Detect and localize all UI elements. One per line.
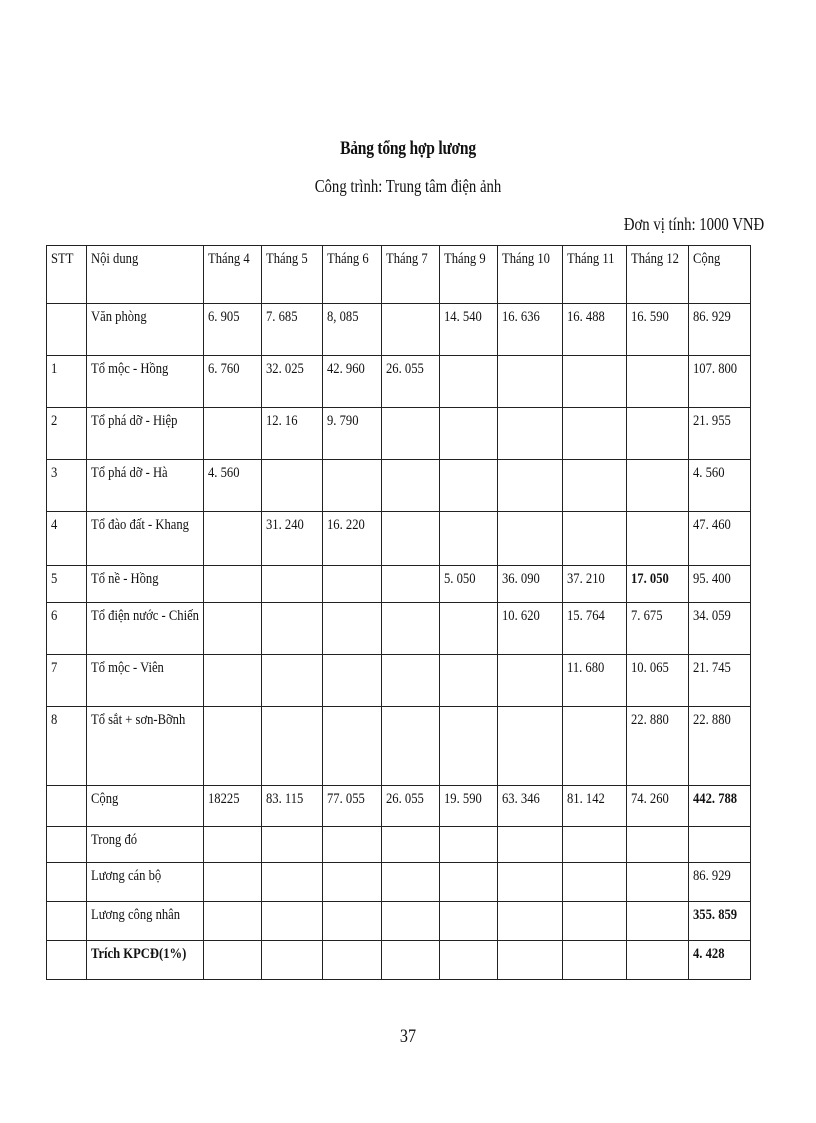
cell-month-9 bbox=[440, 566, 498, 603]
cell-month-6 bbox=[323, 655, 382, 707]
cell-month-7 bbox=[382, 786, 440, 827]
cell-month-10 bbox=[498, 512, 563, 566]
cell-stt bbox=[47, 827, 87, 863]
cell-stt bbox=[47, 941, 87, 980]
header-label: Tháng 10 bbox=[502, 251, 550, 267]
cell-month-12 bbox=[627, 827, 689, 863]
cell-month-4 bbox=[204, 356, 262, 408]
cell-text: 4 bbox=[51, 517, 58, 533]
cell-total bbox=[689, 512, 751, 566]
table-row bbox=[47, 786, 751, 827]
cell-month-10 bbox=[498, 408, 563, 460]
cell-text: 9. 790 bbox=[327, 413, 359, 429]
cell-month-10 bbox=[498, 941, 563, 980]
cell-text: 42. 960 bbox=[327, 361, 365, 377]
cell-text: 17. 050 bbox=[631, 571, 669, 587]
table-row bbox=[47, 603, 751, 655]
cell-text: Tổ điện nước - Chiến bbox=[91, 608, 199, 624]
cell-text: 10. 065 bbox=[631, 660, 669, 676]
cell-stt bbox=[47, 707, 87, 786]
table-row bbox=[47, 566, 751, 603]
cell-month-5 bbox=[262, 408, 323, 460]
cell-month-7 bbox=[382, 827, 440, 863]
table-row bbox=[47, 655, 751, 707]
cell-text: Tổ sắt + sơn-Bỡnh bbox=[91, 712, 186, 728]
cell-month-6 bbox=[323, 356, 382, 408]
header-label: Tháng 9 bbox=[444, 251, 486, 267]
cell-content bbox=[87, 941, 204, 980]
cell-month-10 bbox=[498, 603, 563, 655]
cell-month-7 bbox=[382, 707, 440, 786]
cell-content bbox=[87, 902, 204, 941]
cell-month-4 bbox=[204, 707, 262, 786]
cell-month-5 bbox=[262, 655, 323, 707]
header-label: Tháng 4 bbox=[208, 251, 250, 267]
cell-total bbox=[689, 707, 751, 786]
cell-month-10 bbox=[498, 827, 563, 863]
cell-text: Trích KPCĐ(1%) bbox=[91, 946, 187, 962]
cell-month-9 bbox=[440, 655, 498, 707]
cell-text: 7. 685 bbox=[266, 309, 298, 325]
cell-text: 15. 764 bbox=[567, 608, 605, 624]
cell-month-11 bbox=[563, 655, 627, 707]
cell-month-12 bbox=[627, 655, 689, 707]
cell-month-9 bbox=[440, 863, 498, 902]
cell-text: 32. 025 bbox=[266, 361, 304, 377]
cell-text: 21. 745 bbox=[693, 660, 731, 676]
cell-text: Tổ phá dỡ - Hà bbox=[91, 465, 168, 481]
cell-month-5 bbox=[262, 827, 323, 863]
cell-month-11 bbox=[563, 512, 627, 566]
salary-summary-table bbox=[46, 245, 751, 980]
cell-text: 77. 055 bbox=[327, 791, 365, 807]
cell-text: 31. 240 bbox=[266, 517, 304, 533]
cell-total bbox=[689, 356, 751, 408]
cell-text: 34. 059 bbox=[693, 608, 731, 624]
cell-text: Tổ nề - Hồng bbox=[91, 571, 159, 587]
cell-stt bbox=[47, 863, 87, 902]
table-header-row bbox=[47, 246, 751, 304]
cell-month-7 bbox=[382, 460, 440, 512]
cell-stt bbox=[47, 512, 87, 566]
cell-text: 14. 540 bbox=[444, 309, 482, 325]
unit-label: Đơn vị tính: 1000 VNĐ bbox=[623, 214, 764, 234]
cell-text: 4. 428 bbox=[693, 946, 725, 962]
cell-month-11 bbox=[563, 603, 627, 655]
cell-text: 83. 115 bbox=[266, 791, 304, 807]
cell-text: Trong đó bbox=[91, 832, 138, 848]
cell-content bbox=[87, 827, 204, 863]
cell-text: 18225 bbox=[208, 791, 240, 807]
cell-text: 16. 220 bbox=[327, 517, 365, 533]
cell-month-9 bbox=[440, 408, 498, 460]
cell-month-6 bbox=[323, 707, 382, 786]
cell-stt bbox=[47, 655, 87, 707]
cell-month-7 bbox=[382, 902, 440, 941]
cell-text: 26. 055 bbox=[386, 791, 424, 807]
cell-content bbox=[87, 707, 204, 786]
cell-month-4 bbox=[204, 941, 262, 980]
cell-month-10 bbox=[498, 786, 563, 827]
cell-month-5 bbox=[262, 512, 323, 566]
cell-total bbox=[689, 863, 751, 902]
header-month-7 bbox=[382, 246, 440, 304]
cell-stt bbox=[47, 460, 87, 512]
header-month-9 bbox=[440, 246, 498, 304]
cell-text: 7 bbox=[51, 660, 58, 676]
cell-content bbox=[87, 512, 204, 566]
cell-total bbox=[689, 941, 751, 980]
header-total bbox=[689, 246, 751, 304]
cell-text: 16. 636 bbox=[502, 309, 540, 325]
cell-total bbox=[689, 460, 751, 512]
cell-month-9 bbox=[440, 902, 498, 941]
cell-month-4 bbox=[204, 863, 262, 902]
cell-month-6 bbox=[323, 512, 382, 566]
cell-month-12 bbox=[627, 512, 689, 566]
cell-month-10 bbox=[498, 902, 563, 941]
cell-text: 36. 090 bbox=[502, 571, 540, 587]
cell-month-5 bbox=[262, 356, 323, 408]
cell-stt bbox=[47, 566, 87, 603]
cell-month-5 bbox=[262, 902, 323, 941]
cell-month-11 bbox=[563, 902, 627, 941]
cell-month-4 bbox=[204, 786, 262, 827]
cell-month-10 bbox=[498, 356, 563, 408]
cell-month-5 bbox=[262, 566, 323, 603]
cell-month-10 bbox=[498, 655, 563, 707]
cell-text: 8, 085 bbox=[327, 309, 359, 325]
cell-month-4 bbox=[204, 566, 262, 603]
cell-text: 107. 800 bbox=[693, 361, 738, 377]
cell-month-4 bbox=[204, 827, 262, 863]
cell-month-11 bbox=[563, 786, 627, 827]
cell-month-6 bbox=[323, 902, 382, 941]
cell-text: 5 bbox=[51, 571, 58, 587]
cell-month-9 bbox=[440, 941, 498, 980]
cell-month-9 bbox=[440, 827, 498, 863]
cell-month-12 bbox=[627, 603, 689, 655]
cell-text: 4. 560 bbox=[693, 465, 725, 481]
cell-total bbox=[689, 304, 751, 356]
cell-month-4 bbox=[204, 512, 262, 566]
header-month-5 bbox=[262, 246, 323, 304]
cell-month-12 bbox=[627, 408, 689, 460]
cell-month-12 bbox=[627, 786, 689, 827]
cell-month-4 bbox=[204, 408, 262, 460]
table-row bbox=[47, 827, 751, 863]
header-label: Tháng 12 bbox=[631, 251, 679, 267]
cell-month-9 bbox=[440, 603, 498, 655]
cell-month-5 bbox=[262, 786, 323, 827]
cell-text: 81. 142 bbox=[567, 791, 605, 807]
table-row bbox=[47, 902, 751, 941]
page-number: 37 bbox=[399, 1026, 417, 1047]
cell-total bbox=[689, 655, 751, 707]
cell-text: 47. 460 bbox=[693, 517, 731, 533]
cell-month-10 bbox=[498, 304, 563, 356]
cell-total bbox=[689, 786, 751, 827]
cell-total bbox=[689, 902, 751, 941]
cell-text: 86. 929 bbox=[693, 868, 731, 884]
cell-month-9 bbox=[440, 707, 498, 786]
cell-text: Tổ mộc - Hồng bbox=[91, 361, 169, 377]
cell-month-7 bbox=[382, 512, 440, 566]
cell-text: 37. 210 bbox=[567, 571, 605, 587]
cell-text: 442. 788 bbox=[693, 791, 738, 807]
cell-text: 4. 560 bbox=[208, 465, 240, 481]
cell-month-5 bbox=[262, 707, 323, 786]
cell-text: 11. 680 bbox=[567, 660, 605, 676]
table-row bbox=[47, 304, 751, 356]
cell-text: 22. 880 bbox=[693, 712, 731, 728]
cell-month-11 bbox=[563, 460, 627, 512]
table-row bbox=[47, 512, 751, 566]
cell-month-12 bbox=[627, 566, 689, 603]
cell-stt bbox=[47, 408, 87, 460]
header-content bbox=[87, 246, 204, 304]
cell-month-7 bbox=[382, 408, 440, 460]
header-month-10 bbox=[498, 246, 563, 304]
cell-month-6 bbox=[323, 827, 382, 863]
cell-text: 6. 905 bbox=[208, 309, 240, 325]
cell-text: 3 bbox=[51, 465, 58, 481]
cell-month-12 bbox=[627, 356, 689, 408]
cell-month-6 bbox=[323, 408, 382, 460]
table-row bbox=[47, 356, 751, 408]
cell-month-12 bbox=[627, 941, 689, 980]
cell-month-9 bbox=[440, 786, 498, 827]
cell-total bbox=[689, 827, 751, 863]
cell-month-5 bbox=[262, 603, 323, 655]
cell-month-10 bbox=[498, 707, 563, 786]
cell-month-7 bbox=[382, 863, 440, 902]
cell-month-4 bbox=[204, 304, 262, 356]
cell-text: 21. 955 bbox=[693, 413, 731, 429]
cell-month-6 bbox=[323, 460, 382, 512]
cell-text: Tổ phá dỡ - Hiệp bbox=[91, 413, 178, 429]
cell-total bbox=[689, 408, 751, 460]
cell-text: 16. 590 bbox=[631, 309, 669, 325]
cell-text: 16. 488 bbox=[567, 309, 605, 325]
cell-text: Văn phòng bbox=[91, 309, 147, 325]
document-title: Bảng tổng hợp lương bbox=[340, 138, 476, 159]
header-label: Nội dung bbox=[91, 251, 139, 267]
cell-month-7 bbox=[382, 356, 440, 408]
cell-text: 6 bbox=[51, 608, 58, 624]
cell-text: 10. 620 bbox=[502, 608, 540, 624]
cell-stt bbox=[47, 786, 87, 827]
document-subtitle: Công trình: Trung tâm điện ảnh bbox=[314, 176, 502, 196]
cell-month-7 bbox=[382, 655, 440, 707]
cell-month-6 bbox=[323, 304, 382, 356]
header-month-12 bbox=[627, 246, 689, 304]
cell-content bbox=[87, 304, 204, 356]
cell-text: Tổ đào đất - Khang bbox=[91, 517, 189, 533]
cell-month-11 bbox=[563, 304, 627, 356]
cell-month-9 bbox=[440, 304, 498, 356]
cell-text: Cộng bbox=[91, 791, 119, 807]
table-row bbox=[47, 941, 751, 980]
cell-month-5 bbox=[262, 863, 323, 902]
cell-text: 1 bbox=[51, 361, 58, 377]
cell-stt bbox=[47, 304, 87, 356]
cell-month-11 bbox=[563, 707, 627, 786]
cell-total bbox=[689, 603, 751, 655]
cell-text: 12. 16 bbox=[266, 413, 298, 429]
cell-month-5 bbox=[262, 941, 323, 980]
cell-text: 7. 675 bbox=[631, 608, 663, 624]
cell-month-12 bbox=[627, 902, 689, 941]
cell-text: 2 bbox=[51, 413, 58, 429]
cell-month-7 bbox=[382, 304, 440, 356]
table-row bbox=[47, 863, 751, 902]
cell-text: 95. 400 bbox=[693, 571, 731, 587]
cell-text: 6. 760 bbox=[208, 361, 240, 377]
header-label: Tháng 5 bbox=[266, 251, 308, 267]
cell-text: 63. 346 bbox=[502, 791, 540, 807]
cell-month-10 bbox=[498, 863, 563, 902]
header-label: STT bbox=[51, 251, 74, 267]
cell-month-4 bbox=[204, 655, 262, 707]
cell-month-11 bbox=[563, 408, 627, 460]
cell-month-4 bbox=[204, 460, 262, 512]
cell-month-6 bbox=[323, 786, 382, 827]
cell-content bbox=[87, 356, 204, 408]
cell-month-4 bbox=[204, 902, 262, 941]
cell-content bbox=[87, 786, 204, 827]
cell-text: 74. 260 bbox=[631, 791, 669, 807]
cell-month-11 bbox=[563, 941, 627, 980]
cell-month-11 bbox=[563, 863, 627, 902]
cell-month-6 bbox=[323, 941, 382, 980]
header-month-4 bbox=[204, 246, 262, 304]
cell-stt bbox=[47, 356, 87, 408]
cell-month-7 bbox=[382, 603, 440, 655]
cell-month-7 bbox=[382, 566, 440, 603]
cell-stt bbox=[47, 902, 87, 941]
cell-text: 8 bbox=[51, 712, 58, 728]
cell-text: 26. 055 bbox=[386, 361, 424, 377]
cell-content bbox=[87, 603, 204, 655]
table-row bbox=[47, 707, 751, 786]
header-label: Tháng 11 bbox=[567, 251, 615, 267]
cell-text: Lương cán bộ bbox=[91, 868, 162, 884]
header-stt bbox=[47, 246, 87, 304]
cell-month-12 bbox=[627, 707, 689, 786]
cell-text: 19. 590 bbox=[444, 791, 482, 807]
cell-month-11 bbox=[563, 566, 627, 603]
cell-content bbox=[87, 655, 204, 707]
cell-month-6 bbox=[323, 603, 382, 655]
cell-month-9 bbox=[440, 460, 498, 512]
cell-text: 86. 929 bbox=[693, 309, 731, 325]
cell-month-9 bbox=[440, 356, 498, 408]
cell-text: 355. 859 bbox=[693, 907, 738, 923]
cell-month-4 bbox=[204, 603, 262, 655]
cell-month-6 bbox=[323, 566, 382, 603]
cell-text: Tổ mộc - Viên bbox=[91, 660, 164, 676]
cell-content bbox=[87, 863, 204, 902]
cell-month-6 bbox=[323, 863, 382, 902]
header-label: Tháng 7 bbox=[386, 251, 428, 267]
header-month-6 bbox=[323, 246, 382, 304]
table-row bbox=[47, 460, 751, 512]
table-row bbox=[47, 408, 751, 460]
cell-month-11 bbox=[563, 356, 627, 408]
header-label: Cộng bbox=[693, 251, 721, 267]
cell-content bbox=[87, 408, 204, 460]
cell-text: 5. 050 bbox=[444, 571, 476, 587]
cell-month-5 bbox=[262, 460, 323, 512]
cell-stt bbox=[47, 603, 87, 655]
cell-month-10 bbox=[498, 460, 563, 512]
cell-month-12 bbox=[627, 863, 689, 902]
cell-month-12 bbox=[627, 460, 689, 512]
cell-content bbox=[87, 460, 204, 512]
cell-month-5 bbox=[262, 304, 323, 356]
header-month-11 bbox=[563, 246, 627, 304]
cell-total bbox=[689, 566, 751, 603]
cell-content bbox=[87, 566, 204, 603]
cell-month-7 bbox=[382, 941, 440, 980]
header-label: Tháng 6 bbox=[327, 251, 369, 267]
cell-text: Lương công nhân bbox=[91, 907, 181, 923]
cell-month-9 bbox=[440, 512, 498, 566]
cell-text: 22. 880 bbox=[631, 712, 669, 728]
cell-month-11 bbox=[563, 827, 627, 863]
cell-month-12 bbox=[627, 304, 689, 356]
cell-month-10 bbox=[498, 566, 563, 603]
